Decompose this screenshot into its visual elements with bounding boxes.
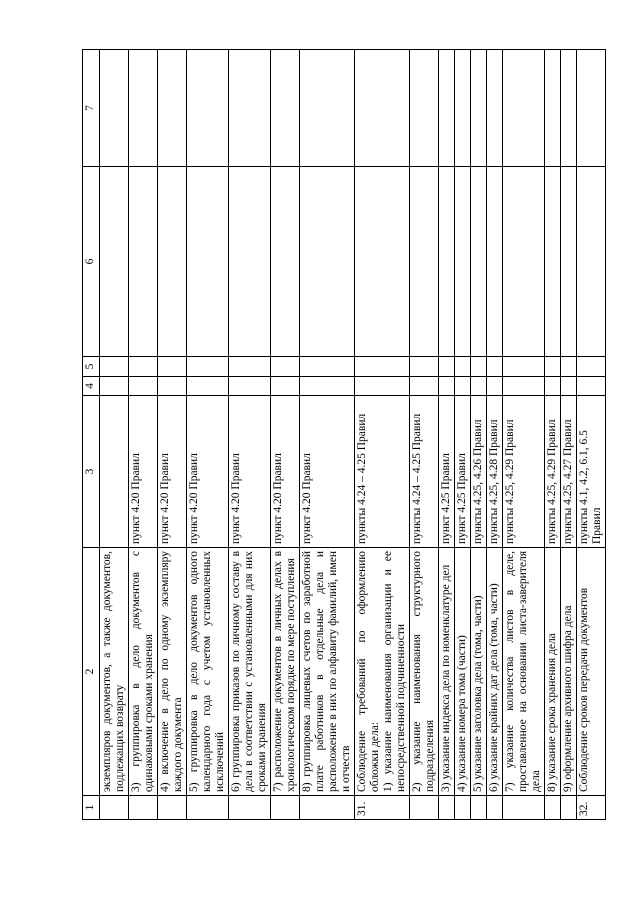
requirement-text: 7) расположение документов в личных делах в хронологическом порядке по мере поступления: [271, 548, 300, 796]
blank-cell-6: [439, 167, 455, 357]
row-number: [439, 796, 455, 820]
requirement-text: 5) группировка в дело документов одного календарного года с учетом установленных исключений: [187, 548, 229, 796]
rule-reference: пункт 4.25 Правил: [439, 396, 455, 548]
blank-cell-4: [471, 377, 487, 396]
table-row: [455, 50, 471, 820]
row-number: [410, 796, 439, 820]
blank-cell-4: [487, 377, 503, 396]
blank-cell-7: [471, 50, 487, 167]
blank-cell-6: [455, 167, 471, 357]
header-cell-7: 7: [83, 50, 100, 167]
rule-reference: пункты 4.25, 4.28 Правил: [487, 396, 503, 548]
blank-cell-7: [545, 50, 561, 167]
blank-cell-6: [487, 167, 503, 357]
blank-cell-4: [503, 377, 545, 396]
requirement-text: 4) указание номера тома (части): [455, 548, 471, 796]
header-cell-5: 5: [83, 357, 100, 377]
blank-cell-7: [561, 50, 577, 167]
rule-reference: пункты 4.25, 4.29 Правил: [503, 396, 545, 548]
blank-cell-5: [158, 357, 187, 377]
blank-cell-7: [487, 50, 503, 167]
blank-cell-6: [229, 167, 271, 357]
blank-cell-6: [410, 167, 439, 357]
blank-cell-4: [187, 377, 229, 396]
blank-cell-5: [100, 357, 129, 377]
rule-reference: пункт 4.20 Правил: [187, 396, 229, 548]
blank-cell-7: [229, 50, 271, 167]
rule-reference: пункты 4.25, 4.29 Правил: [545, 396, 561, 548]
header-cell-6: 6: [83, 167, 100, 357]
table-row: [487, 50, 503, 820]
blank-cell-5: [229, 357, 271, 377]
blank-cell-7: [410, 50, 439, 167]
blank-cell-7: [577, 50, 606, 167]
table-row: [471, 50, 487, 820]
row-number: 31.: [355, 796, 410, 820]
table-row: [229, 50, 271, 820]
row-number: [487, 796, 503, 820]
blank-cell-5: [455, 357, 471, 377]
blank-cell-5: [577, 357, 606, 377]
header-row: [83, 50, 100, 820]
rule-reference: пункт 4.20 Правил: [129, 396, 158, 548]
blank-cell-5: [187, 357, 229, 377]
blank-cell-4: [455, 377, 471, 396]
rule-reference: пункт 4.25 Правил: [455, 396, 471, 548]
blank-cell-4: [577, 377, 606, 396]
blank-cell-7: [355, 50, 410, 167]
blank-cell-4: [439, 377, 455, 396]
blank-cell-5: [300, 357, 355, 377]
blank-cell-7: [158, 50, 187, 167]
blank-cell-6: [158, 167, 187, 357]
table-row: [545, 50, 561, 820]
blank-cell-6: [271, 167, 300, 357]
requirement-text: 6) группировка приказов по личному составу в дела в соответствии с установленными для них сроками хранения: [229, 548, 271, 796]
requirement-text: Соблюдение сроков передачи документов: [577, 548, 606, 796]
blank-cell-5: [487, 357, 503, 377]
rule-reference: пункт 4.20 Правил: [300, 396, 355, 548]
rule-reference: пункты 4.24 – 4.25 Правил: [355, 396, 410, 548]
blank-cell-5: [271, 357, 300, 377]
requirement-text: 8) группировка лицевых счетов по заработной плате работников в отдельные дела и расположение в них по алфавиту фамилий, имен и отчеств: [300, 548, 355, 796]
row-number: [129, 796, 158, 820]
requirement-text: 5) указание заголовка дела (тома, части): [471, 548, 487, 796]
blank-cell-4: [129, 377, 158, 396]
requirement-text: экземпляров документов, а также документов, подлежащих возврату: [100, 548, 129, 796]
blank-cell-6: [355, 167, 410, 357]
rule-reference: пункты 4.1, 4.2, 6.1, 6.5 Правил: [577, 396, 606, 548]
blank-cell-7: [300, 50, 355, 167]
table-row: [187, 50, 229, 820]
requirement-text: 9) оформление архивного шифра дела: [561, 548, 577, 796]
table-row: [355, 50, 410, 820]
blank-cell-6: [187, 167, 229, 357]
row-number: [545, 796, 561, 820]
table-row: [129, 50, 158, 820]
row-number: 32.: [577, 796, 606, 820]
blank-cell-5: [471, 357, 487, 377]
blank-cell-6: [577, 167, 606, 357]
blank-cell-4: [410, 377, 439, 396]
row-number: [300, 796, 355, 820]
blank-cell-5: [561, 357, 577, 377]
blank-cell-4: [229, 377, 271, 396]
header-cell-3: 3: [83, 396, 100, 548]
blank-cell-5: [355, 357, 410, 377]
blank-cell-5: [129, 357, 158, 377]
blank-cell-4: [561, 377, 577, 396]
requirement-text: 7) указание количества листов в деле, проставленное на основании листа-заверителя дела: [503, 548, 545, 796]
blank-cell-7: [271, 50, 300, 167]
blank-cell-5: [545, 357, 561, 377]
table-row: [503, 50, 545, 820]
blank-cell-6: [561, 167, 577, 357]
row-number: [561, 796, 577, 820]
requirement-text: Соблюдение требований по оформлению обложки дела: 1) указание наименования организации и ее непосредственной подчиненности: [355, 548, 410, 796]
blank-cell-6: [129, 167, 158, 357]
header-cell-2: 2: [83, 548, 100, 796]
blank-cell-7: [187, 50, 229, 167]
requirements-table: [82, 49, 606, 820]
row-number: [229, 796, 271, 820]
blank-cell-4: [355, 377, 410, 396]
blank-cell-7: [439, 50, 455, 167]
row-number: [455, 796, 471, 820]
blank-cell-5: [439, 357, 455, 377]
rule-reference: пункт 4.20 Правил: [271, 396, 300, 548]
blank-cell-6: [300, 167, 355, 357]
table-row: [577, 50, 606, 820]
row-number: [187, 796, 229, 820]
requirement-text: 2) указание наименования структурного подразделения: [410, 548, 439, 796]
blank-cell-5: [503, 357, 545, 377]
table-row: [100, 50, 129, 820]
rule-reference: пункт 4.20 Правил: [229, 396, 271, 548]
rule-reference: пункты 4.25, 4.26 Правил: [471, 396, 487, 548]
blank-cell-7: [100, 50, 129, 167]
blank-cell-4: [158, 377, 187, 396]
header-cell-1: 1: [83, 796, 100, 820]
requirement-text: 4) включение в дело по одному экземпляру каждого документа: [158, 548, 187, 796]
blank-cell-6: [471, 167, 487, 357]
blank-cell-4: [100, 377, 129, 396]
requirement-text: 8) указание срока хранения дела: [545, 548, 561, 796]
row-number: [158, 796, 187, 820]
header-cell-4: 4: [83, 377, 100, 396]
blank-cell-6: [545, 167, 561, 357]
requirement-text: 3) группировка в дело документов с одинаковыми сроками хранения: [129, 548, 158, 796]
blank-cell-7: [129, 50, 158, 167]
blank-cell-4: [545, 377, 561, 396]
table-row: [410, 50, 439, 820]
row-number: [471, 796, 487, 820]
blank-cell-6: [100, 167, 129, 357]
row-number: [503, 796, 545, 820]
table-row: [158, 50, 187, 820]
row-number: [100, 796, 129, 820]
blank-cell-7: [455, 50, 471, 167]
row-number: [271, 796, 300, 820]
table-row: [561, 50, 577, 820]
rule-reference: пункты 4.25, 4.27 Правил: [561, 396, 577, 548]
rule-reference: [100, 396, 129, 548]
table-row: [300, 50, 355, 820]
requirement-text: 6) указание крайних дат дела (тома, части): [487, 548, 503, 796]
blank-cell-5: [410, 357, 439, 377]
rule-reference: пункт 4.20 Правил: [158, 396, 187, 548]
blank-cell-4: [271, 377, 300, 396]
rule-reference: пункты 4.24 – 4.25 Правил: [410, 396, 439, 548]
table-row: [439, 50, 455, 820]
requirement-text: 3) указание индекса дела по номенклатуре дел: [439, 548, 455, 796]
blank-cell-7: [503, 50, 545, 167]
blank-cell-4: [300, 377, 355, 396]
table-row: [271, 50, 300, 820]
blank-cell-6: [503, 167, 545, 357]
